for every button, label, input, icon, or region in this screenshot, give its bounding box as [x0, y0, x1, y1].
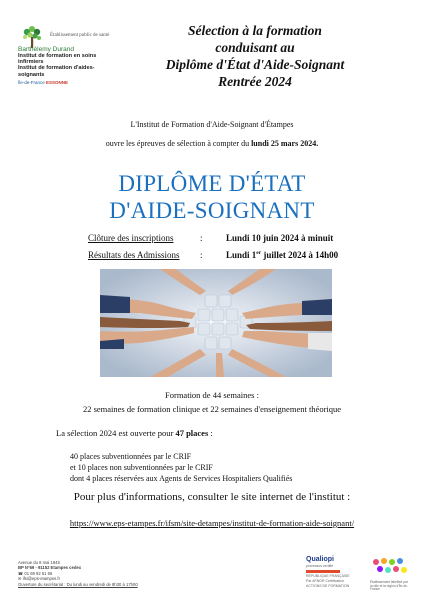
- selection-suffix: :: [208, 428, 213, 438]
- email-icon: ✉: [18, 576, 22, 582]
- footer-email[interactable]: ifsi@eps-etampes.fr: [22, 576, 60, 582]
- diploma-title: [0, 170, 424, 224]
- more-info-text: Pour plus d'informations, consulter le site internet de l'institut :: [73, 491, 351, 503]
- selection-prefix: La sélection 2024 est ouverte pour: [56, 428, 174, 438]
- partner-logo-mark: [370, 556, 410, 576]
- qualiopi-category: ACTIONS DE FORMATION: [306, 584, 350, 588]
- logo-region: [18, 80, 114, 85]
- training-duration: Formation de 44 semaines :: [165, 390, 259, 400]
- places-unsubsidized: et 10 places non subventionnées par le CRIF: [70, 463, 213, 472]
- selection-count: 47 places: [175, 428, 209, 438]
- header-line1: Sélection à la formation: [188, 23, 322, 38]
- qualiopi-bar: [306, 570, 340, 573]
- logo-institute1: Institut de formation en soins infirmiers: [18, 52, 97, 65]
- footer-address1: Avenue du 8 mai 1945: [18, 560, 60, 565]
- institution-logo: [18, 24, 114, 85]
- footer-hours: Ouverture du secrétariat : Du lundi au vendredi de 8h30 à 17h00: [18, 581, 138, 587]
- diploma-title-line1: DIPLÔME D'ÉTAT: [118, 171, 306, 196]
- partner-logo: [370, 556, 410, 592]
- admission-results-value-pre: Lundi 1: [226, 250, 257, 260]
- places-subsidized: 40 places subventionnées par le CRIF: [70, 452, 192, 461]
- diploma-title-line2: D'AIDE-SOIGNANT: [109, 198, 315, 223]
- qualiopi-tagline: processus certifié: [306, 564, 334, 568]
- registration-deadline-value: Lundi 10 juin 2024 à minuit: [226, 233, 334, 243]
- contact-footer: [18, 560, 138, 587]
- intro-line2-prefix: ouvre les épreuves de sélection à compter du: [105, 139, 250, 148]
- logo-name: Barthélemy Durand: [18, 45, 74, 53]
- qualiopi-name: Qualiopi: [306, 556, 334, 563]
- qualiopi-country: RÉPUBLIQUE FRANÇAISE: [306, 574, 350, 578]
- intro-line2: [0, 139, 424, 148]
- intro-line1: L'Institut de Formation d'Aide-Soignant d'Étampes: [130, 120, 294, 129]
- hands-puzzle-illustration: [100, 269, 332, 377]
- selection-statement: [56, 428, 213, 438]
- footer-phone: 01 69 92 51 66: [24, 570, 53, 576]
- header-line2: conduisant au: [215, 40, 295, 55]
- footer-address2: BP N°69 - 91152 Etampes cedex: [18, 565, 82, 571]
- admission-results-value-post: juillet 2024 à 14h00: [261, 250, 339, 260]
- admission-results-value-sup: er: [256, 250, 262, 256]
- registration-deadline-label: Clôture des inscriptions: [88, 233, 174, 243]
- header-line3: Diplôme d'État d'Aide-Soignant: [165, 57, 345, 72]
- logo-line1: Établissement public de santé: [50, 33, 110, 38]
- phone-icon: ☎: [18, 570, 24, 576]
- admission-results-colon: :: [200, 250, 203, 260]
- logo-region-essonne: ESSONNE: [46, 80, 69, 86]
- places-reserved: dont 4 places réservées aux Agents de Services Hospitaliers Qualifiés: [70, 474, 293, 483]
- hands-puzzle-photo: [100, 269, 332, 377]
- admission-results-value: [226, 250, 338, 260]
- registration-deadline-colon: :: [200, 233, 203, 243]
- qualiopi-certifier: Par AFNOR Certification: [306, 579, 344, 583]
- page-header: [120, 22, 390, 90]
- partner-logo-tagline: Établissement labellisé par la ville et la région d'Île-de-France: [370, 580, 408, 592]
- admission-results-label: Résultats des Admissions: [88, 250, 180, 260]
- training-breakdown: 22 semaines de formation clinique et 22 semaines d'enseignement théorique: [82, 404, 342, 414]
- intro-line2-date: lundi 25 mars 2024.: [251, 139, 319, 148]
- qualiopi-logo: [306, 556, 364, 588]
- logo-institute2: Institut de formation d'aides-soignants: [18, 65, 95, 78]
- institute-website-link[interactable]: https://www.eps-etampes.fr/ifsm/site-detampes/institut-de-formation-aide-soignant/: [69, 518, 355, 528]
- logo-region-name: Île-de-France: [18, 80, 45, 86]
- header-line4: Rentrée 2024: [218, 74, 292, 89]
